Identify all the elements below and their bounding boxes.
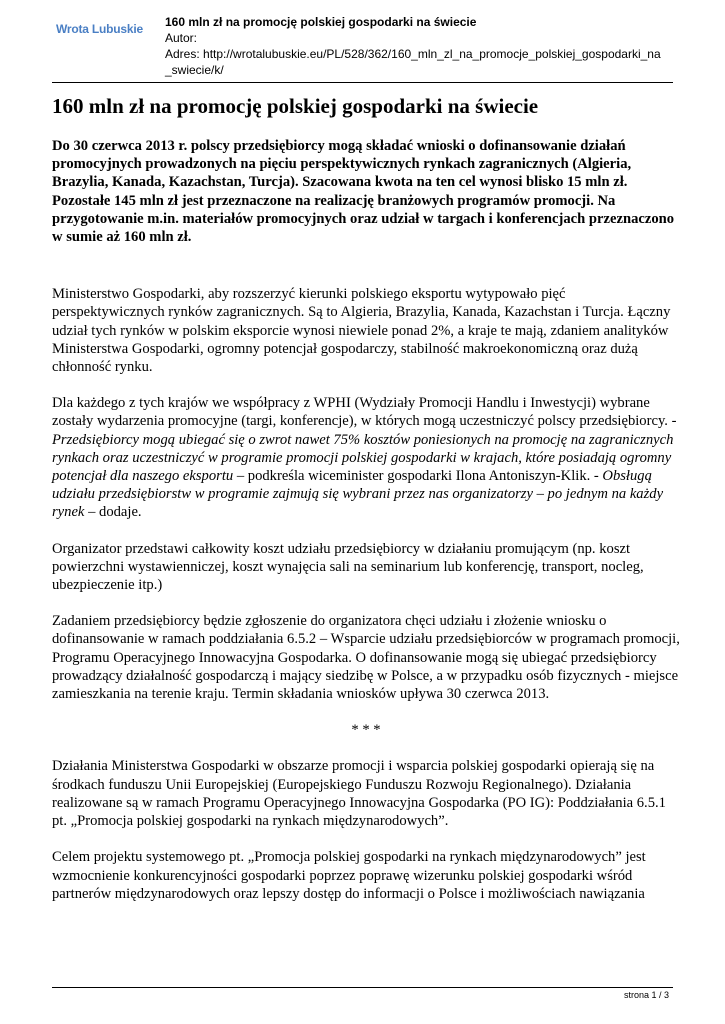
page-header [52, 0, 673, 84]
header-meta [165, 14, 675, 78]
paragraph-6: Celem projektu systemowego pt. „Promocja polskiej gospodarki na rynkach międzynarodowych” jest wzmocnienie konkurencyjności gospodarki poprzez poprawę wizerunku polskiej gospodarki wśród partnerów międzynarodowych oraz lepszy dostęp do informacji o Polsce i możliwościach nawiązania [52, 849, 646, 902]
paragraph-3: Organizator przedstawi całkowity koszt udziału przedsiębiorcy w działaniu promującym (np. koszt powierzchni wystawienniczej, koszt wynajęcia sali na seminarium lub konferencję, transport, nocleg, ubezpieczenie itp.) [52, 540, 644, 594]
p2-text-a: Dla każdego z tych krajów we współpracy z WPHI (Wydziały Promocji Handlu i Inwestycji) wybrane zostały wydarzenia promocyjne (targi, konferencje), w których mogą uczestniczyć polscy przedsiębiorcy. - [52, 395, 677, 430]
p2-text-c: – dodaje. [84, 504, 142, 521]
header-title: 160 mln zł na promocję polskiej gospodarki na świecie [165, 15, 477, 29]
page-number: strona 1 / 3 [623, 990, 669, 1000]
address-line-2[interactable]: _swiecie/k/ [165, 63, 224, 77]
header-divider [52, 82, 673, 83]
paragraph-4: Zadaniem przedsiębiorcy będzie zgłoszenie do organizatora chęci udziału i złożenie wniosku o dofinansowanie w ramach poddziałania 6.5.2 – Wsparcie udziału przedsiębiorców w programach promocji, Programu Operacyjnego Innowacyjna Gospodarka. O dofinansowanie mogą się ubiegać przedsiębiorcy prowadzący działalność gospodarczą i mający siedzibę w Polsce, a w przypadku osób fizycznych - miejsce zamieszkania na terenie kraju. Termin składania wniosków upływa 30 czerwca 2013. [52, 613, 680, 703]
address-line-1[interactable]: Adres: http://wrotalubuskie.eu/PL/528/362/160_mln_zl_na_promocje_polskiej_gospodarki_na [165, 47, 661, 61]
footer-divider [52, 987, 673, 988]
paragraph-5: Działania Ministerstwa Gospodarki w obszarze promocji i wsparcia polskiej gospodarki opierają się na środkach funduszu Unii Europejskiej (Europejskiego Funduszu Rozwoju Regionalnego). Działania realizowane są w ramach Programu Operacyjnego Innowacyjna Gospodarka (PO IG): Poddziałania 6.5.1 pt. „Promocja polskiej gospodarki na rynkach międzynarodowych”. [52, 758, 666, 830]
p2-quote-2: Obsługą udziału przedsiębiorstw w programie zajmują się wybrani przez nas organizatorzy – po jednym na każdy rynek [52, 468, 664, 521]
p2-quote-1: Przedsiębiorcy mogą ubiegać się o zwrot nawet 75% kosztów poniesionych na promocję na zagranicznych rynkach oraz uczestniczyć w programie promocji polskiej gospodarki w krajach, które posiadają ogromny potencjał dla naszego eksportu [52, 431, 674, 485]
site-logo[interactable]: Wrota Lubuskie [56, 22, 143, 36]
paragraph-2 [52, 394, 680, 521]
author-label: Autor: [165, 31, 198, 45]
paragraph-1: Ministerstwo Gospodarki, aby rozszerzyć kierunki polskiego eksportu wytypowało pięć perspektywicznych rynków zagranicznych. Są to Algieria, Brazylia, Kanada, Kazachstan i Turcja. Łączny udział tych rynków w polskim eksporcie wynosi niewiele ponad 2%, a kraje te mają, zdaniem analityków Ministerstwa Gospodarki, ogromny potencjał gospodarczy, stabilność makroekonomiczną oraz dużą chłonność rynku. [52, 286, 671, 376]
article-heading: 160 mln zł na promocję polskiej gospodarki na świecie [52, 94, 539, 118]
section-separator: * * * [351, 722, 381, 739]
article-body [52, 94, 680, 903]
article-lead: Do 30 czerwca 2013 r. polscy przedsiębiorcy mogą składać wnioski o dofinansowanie działań promocyjnych prowadzonych na pięciu perspektywicznych rynkach zagranicznych (Algieria, Brazylia, Kanada, Kazachstan, Turcja). Szacowana kwota na ten cel wynosi blisko 15 mln zł. Pozostałe 145 mln zł jest przeznaczone na realizację branżowych programów promocji. Na przygotowanie m.in. materiałów promocyjnych oraz udział w targach i konferencjach przeznaczono w sumie aż 160 mln zł. [52, 138, 675, 246]
p2-text-b: – podkreśla wiceminister gospodarki Ilona Antoniszyn-Klik. - [233, 468, 603, 485]
